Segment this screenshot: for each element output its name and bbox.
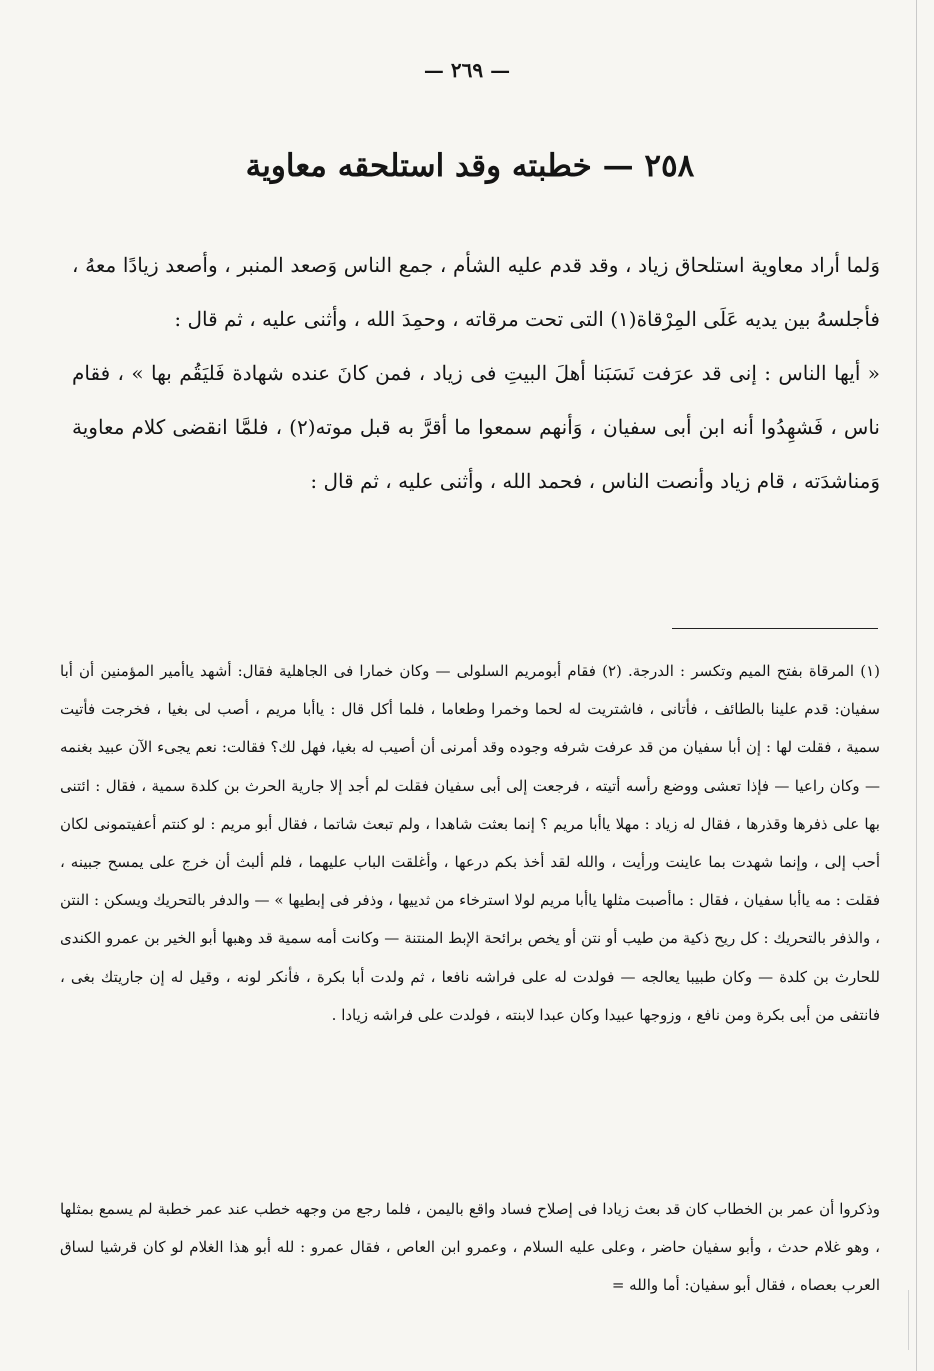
scan-edge-line — [908, 1290, 909, 1350]
footnote-paragraph: وذكروا أن عمر بن الخطاب كان قد بعث زيادا فى إصلاح فساد واقع باليمن ، فلما رجع من وجهه خطب عند عمر خطبة لم يسمع بمثلها ، وهو غلام حدث ، وأبو سفيان حاضر ، وعلى عليه السلام ، وعمرو ابن العاص ، فقال عمرو : لله أبو هذا الغلام لو كان قرشيا لساق العرب بعصاه ، فقال أبو سفيان: أما والله = — [60, 1200, 880, 1294]
footnote-continued — [60, 1190, 880, 1304]
footnote-separator — [672, 628, 878, 629]
body-paragraph: وَلما أراد معاوية استلحاق زياد ، وقد قدم عليه الشأم ، جمع الناس وَصعد المنبر ، وأصعد زيادًا معهُ ، فأجلسهُ بين يديه عَلَى المِرْقاة(١) التى تحت مرقاته ، وحمِدَ الله ، وأثنى عليه ، ثم قال : — [72, 253, 880, 331]
footnotes — [60, 652, 880, 1034]
page-number: — ٢٦٩ — — [423, 58, 511, 82]
body-paragraph: « أيها الناس : إنى قد عرَفت نَسَبَنا أهلَ البيتِ فى زياد ، فمن كانَ عنده شهادة فَليَقُم بها » ، فقام ناس ، فَشهِدُوا أنه ابن أبى سفيان ، وَأنهم سمعوا ما أقرَّ به قبل موته(٢) ، فلمَّا انقضى كلام معاوية وَمناشدَته ، قام زياد وأنصت الناس ، فحمد الله ، وأثنى عليه ، ثم قال : — [72, 361, 880, 493]
main-text — [72, 238, 880, 508]
scan-edge-line — [916, 0, 917, 1371]
section-title: ٢٥٨ — خطبته وقد استلحقه معاوية — [245, 148, 695, 184]
footnote-paragraph: (١) المرقاة بفتح الميم وتكسر : الدرجة. (٢) فقام أبومريم السلولى — وكان خمارا فى الجاهلية فقال: أشهد ياأمير المؤمنين أن أبا سفيان: قدم علينا بالطائف ، فأتانى ، فاشتريت له لحما وخمرا وطعاما ، فلما أكل قال : ياأبا مريم ، أصب لى بغيا ، فخرجت فأتيت سمية ، فقلت لها : إن أبا سفيان من قد عرفت شرفه وجوده وقد أمرنى أن أصيب له بغيا، فهل لك؟ فقالت: نعم يجىء الآن عبيد بغنمه — وكان راعيا — فإذا تعشى ووضع رأسه أتيته ، فرجعت إلى أبى سفيان فقلت لم أجد إلا جارية الحرث بن كلدة سمية ، فقال : ائتنى بها على ذفرها وقذرها ، فقال له زياد : مهلا ياأبا مريم ؟ إنما بعثت شاهدا ، ولم تبعث شاتما ، فقال أبو مريم : لو كنتم أعفيتمونى لكان أحب إلى ، وإنما شهدت بما عاينت ورأيت ، والله لقد أخذ بكم درعها ، وأغلقت الباب عليهما ، فلم ألبث أن خرج على يمسح جبينه ، فقلت : مه ياأبا سفيان ، فقال : ماأصبت مثلها ياأبا مريم لولا استرخاء من ثدييها ، وذفر فى إبطيها » — والدفر بالتحريك ويسكن : النتن ، والذفر بالتحريك : كل ريح ذكية من طيب أو نتن أو يخص برائحة الإبط المنتنة — وكانت أمه سمية قد وهبها أبو الخير بن عمرو الكندى للحارث بن كلدة — وكان طبيبا يعالجه — فولدت له على فراشه نافعا ، ثم ولدت أبا بكرة ، فأنكر لونه ، وقيل له إن جاريتك بغى ، فانتفى من أبى بكرة ومن نافع ، وزوجها عبيدا وكان عبدا لابنته ، فولدت على فراشه زيادا . — [60, 662, 880, 1024]
